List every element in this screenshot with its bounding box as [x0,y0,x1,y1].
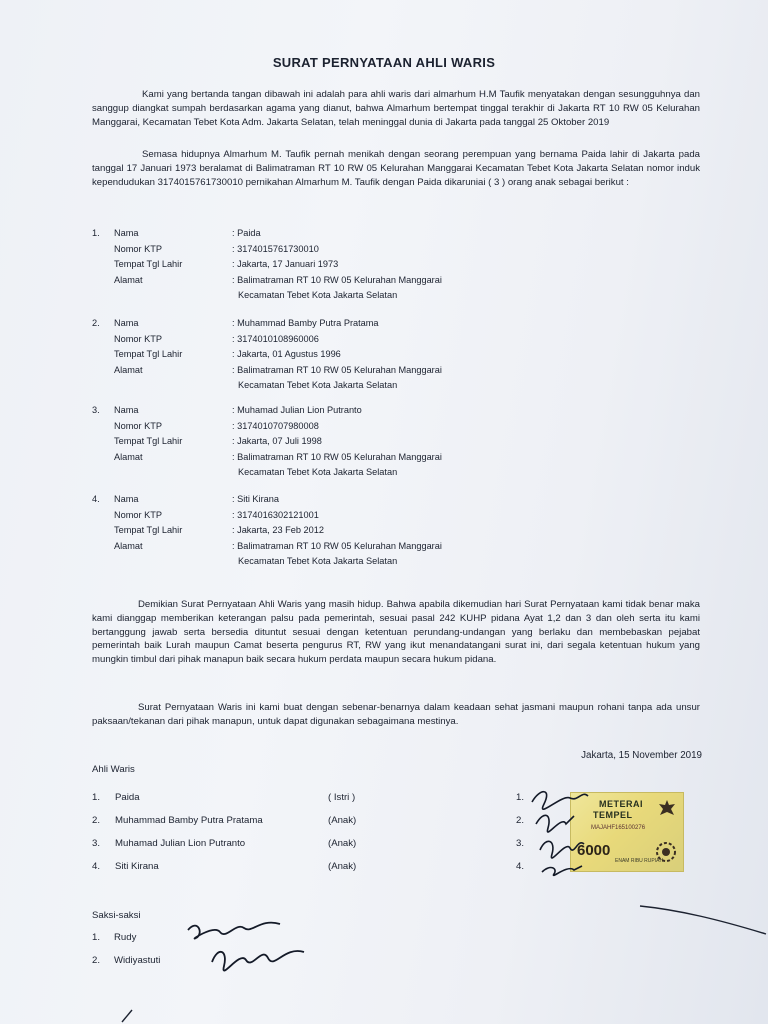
stamp-small-text: ENAM RIBU RUPIAH [615,858,664,864]
heir-birth: : Jakarta, 17 Januari 1973 [232,259,339,269]
stray-ink-line [640,900,768,940]
heir-ktp: : 3174010707980008 [232,420,319,431]
heir-name: : Muhammad Bamby Putra Pratama [232,318,379,328]
heir-address-2: Kecamatan Tebet Kota Jakarta Selatan [238,290,398,300]
stray-ink-mark [120,1006,140,1024]
signer-name: Paida [115,792,140,803]
label-nama: Nama [114,405,139,415]
heir-name: : Siti Kirana [232,494,279,504]
label-ktp: Nomor KTP [114,509,162,520]
signer-role: (Anak) [328,815,357,826]
heir-number: 4. [92,494,100,504]
stamp-line-1: METERAI [599,799,643,809]
heir-number: 3. [92,405,100,415]
label-ktp: Nomor KTP [114,243,162,254]
stamp-value: 6000 [577,842,611,859]
document-title: SURAT PERNYATAAN AHLI WARIS [272,55,496,70]
document-date: Jakarta, 15 November 2019 [581,750,702,761]
label-ttl: Tempat Tgl Lahir [114,349,183,359]
signer-number: 4. [92,861,101,872]
sig-number: 4. [516,861,525,872]
heir-number: 1. [92,228,100,238]
witness-name: Widiyastuti [114,955,161,966]
closing-paragraph: Surat Pernyataan Waris ini kami buat dengan sebenar-benarnya dalam keadaan sehat jasmani maupun rohani tanpa ada unsur paksaan/tekanan dari pihak manapun, untuk dapat digunakan sebagaimana mestinya. [92,702,700,727]
stamp-code: MAJAHF165100276 [591,825,646,831]
signer-number: 1. [92,792,101,803]
heir-number: 2. [92,318,100,328]
declaration-paragraph: Demikian Surat Pernyataan Ahli Waris yang masih hidup. Bahwa apabila dikemudian hari Surat Pernyataan kami tidak benar maka kami dianggap memberikan keterangan palsu pada pemerintah, sesuai pasal 242 KUHP pidana Ayat 1,2 dan 3 dan oleh serta itu kami bertanggung jawab serta bersedia dituntut sesuai dengan ketentuan perundang-undangan yang berlaku dan membebaskan pejabat pemerintah baik Lurah maupun Camat beserta pengurus RT, RW yang ikut menandatangani surat ini, dari segala ketentuan hukum yang mungkin timbul dari pihak manapun baik secara hukum perdata maupun secara hukum pidana. [92,599,700,666]
garuda-emblem-icon [657,799,677,821]
label-nama: Nama [114,228,139,238]
heir-address-2: Kecamatan Tebet Kota Jakarta Selatan [238,556,398,566]
signer-name: Muhamad Julian Lion Putranto [115,838,246,849]
heir-birth: : Jakarta, 23 Feb 2012 [232,525,324,535]
heir-address-1: : Balimatraman RT 10 RW 05 Kelurahan Manggarai [232,540,442,551]
label-nama: Nama [114,318,139,328]
label-alamat: Alamat [114,274,143,285]
heir-address-1: : Balimatraman RT 10 RW 05 Kelurahan Manggarai [232,451,442,462]
heir-address-2: Kecamatan Tebet Kota Jakarta Selatan [238,380,398,390]
signer-number: 3. [92,838,101,849]
heir-ktp: : 3174016302121001 [232,509,319,520]
saksi-heading: Saksi-saksi [92,910,141,921]
witness-signatures [184,916,314,978]
witness-number: 1. [92,932,101,943]
heir-birth: : Jakarta, 07 Juli 1998 [232,436,322,446]
heir-birth: : Jakarta, 01 Agustus 1996 [232,349,341,359]
heir-address-2: Kecamatan Tebet Kota Jakarta Selatan [238,467,398,477]
heir-address-1: : Balimatraman RT 10 RW 05 Kelurahan Manggarai [232,274,442,285]
marriage-paragraph: Semasa hidupnya Almarhum M. Taufik pernah menikah dengan seorang perempuan yang bernama Paida lahir di Jakarta pada tanggal 17 Januari 1973 beralamat di Balimatraman RT 10 RW 05 Kelurahan Manggarai Kecamatan Tebet Kota Jakarta Selatan nomor induk kependudukan 3174015761730010 pernikahan Almarhum M. Taufik dengan Paida dikaruniai ( 3 ) orang anak sebagai berikut : [92,149,700,188]
label-alamat: Alamat [114,451,143,462]
sig-number: 2. [516,815,525,826]
opening-paragraph: Kami yang bertanda tangan dibawah ini adalah para ahli waris dari almarhum H.M Taufik menyatakan dengan sesungguhnya dan sanggup diangkat sumpah berdasarkan agama yang dianut, bahwa Almarhum bertempat tinggal terakhir di Jakarta RT 10 RW 05 Kelurahan Manggarai, Kecamatan Tebet Kota Adm. Jakarta Selatan, telah meninggal dunia di Jakarta pada tanggal 25 Oktober 2019 [92,89,700,128]
heir-address-1: : Balimatraman RT 10 RW 05 Kelurahan Manggarai [232,364,442,375]
witness-number: 2. [92,955,101,966]
signer-name: Siti Kirana [115,861,159,872]
heir-name: : Paida [232,228,261,238]
ahli-waris-heading: Ahli Waris [92,764,135,775]
signer-role: ( Istri ) [328,792,356,803]
label-alamat: Alamat [114,364,143,375]
signer-role: (Anak) [328,838,357,849]
sig-number: 1. [516,792,525,803]
stamp-seal-icon [655,841,677,863]
heir-signatures [522,784,612,878]
witness-name: Rudy [114,932,137,943]
label-alamat: Alamat [114,540,143,551]
label-ttl: Tempat Tgl Lahir [114,525,183,535]
label-ttl: Tempat Tgl Lahir [114,436,183,446]
signer-role: (Anak) [328,861,357,872]
heir-name: : Muhamad Julian Lion Putranto [232,405,362,415]
label-ktp: Nomor KTP [114,333,162,344]
heir-ktp: : 3174015761730010 [232,243,319,254]
signer-name: Muhammad Bamby Putra Pratama [115,815,263,826]
sig-number: 3. [516,838,525,849]
label-nama: Nama [114,494,139,504]
stamp-line-2: TEMPEL [593,810,633,820]
signer-number: 2. [92,815,101,826]
heir-ktp: : 3174010108960006 [232,333,319,344]
label-ktp: Nomor KTP [114,420,162,431]
label-ttl: Tempat Tgl Lahir [114,259,183,269]
